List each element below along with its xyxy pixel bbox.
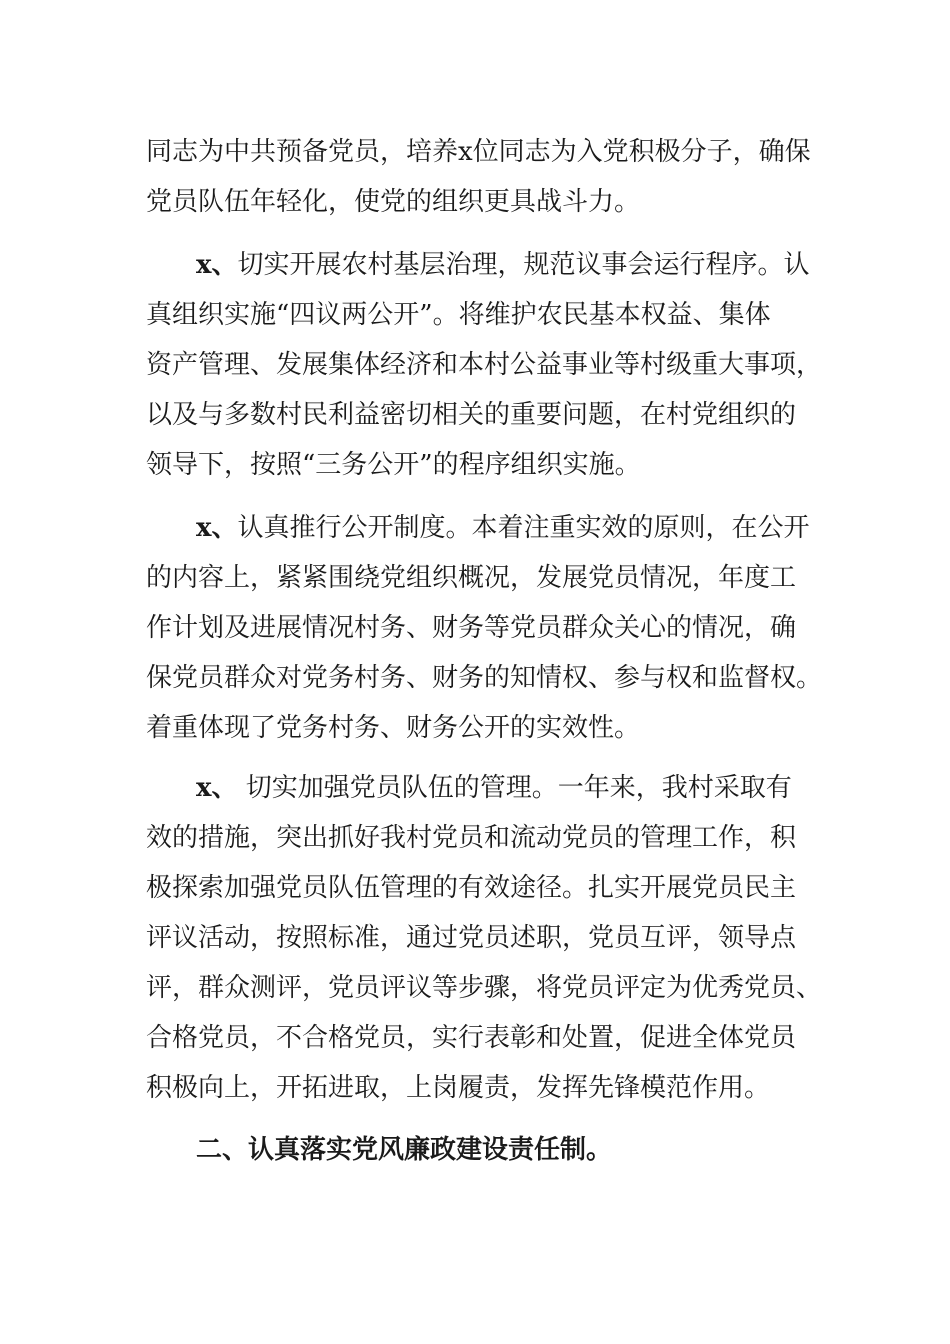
paragraph-4-line-2: 效的措施，突出抓好我村党员和流动党员的管理工作，积 [146,823,797,853]
paragraph-4-line-7: 积极向上，开拓进取，上岗履责，发挥先锋模范作用。 [146,1073,771,1103]
paragraph-1-line-1: 同志为中共预备党员，培养x位同志为入党积极分子，确保 [146,137,811,167]
section-heading: 二、认真落实党风廉政建设责任制。 [196,1135,613,1165]
paragraph-2-line-2: 真组织实施“四议两公开”。将维护农民基本权益、集体 [146,300,771,330]
paragraph-2-label: x、 [196,250,238,280]
paragraph-2-line-4: 以及与多数村民利益密切相关的重要问题，在村党组织的 [146,400,797,430]
paragraph-3-line-3: 作计划及进展情况村务、财务等党员群众关心的情况，确 [146,613,797,643]
paragraph-2-line-5: 领导下，按照“三务公开”的程序组织实施。 [146,450,641,480]
paragraph-4-line-1 [196,771,792,805]
paragraph-1-line-2: 党员队伍年轻化，使党的组织更具战斗力。 [146,187,641,217]
paragraph-3-line-1-text: 认真推行公开制度。本着注重实效的原则，在公开 [237,513,810,543]
paragraph-3-line-4: 保党员群众对党务村务、财务的知情权、参与权和监督权。 [146,663,823,693]
paragraph-2-line-1-text: 切实开展农村基层治理，规范议事会运行程序。认 [237,250,810,280]
paragraph-4-line-6: 合格党员，不合格党员，实行表彰和处置，促进全体党员 [146,1023,797,1053]
paragraph-2-line-3: 资产管理、发展集体经济和本村公益事业等村级重大事项， [146,350,823,380]
paragraph-3-line-5: 着重体现了党务村务、财务公开的实效性。 [146,713,641,743]
paragraph-4-line-1-text: 切实加强党员队伍的管理。一年来，我村采取有 [237,773,792,803]
paragraph-4-line-4: 评议活动，按照标准，通过党员述职，党员互评，领导点 [146,923,797,953]
paragraph-2-line-1 [196,248,810,282]
paragraph-4-label: x、 [196,773,238,803]
paragraph-3-label: x、 [196,513,238,543]
paragraph-3-line-2: 的内容上，紧紧围绕党组织概况，发展党员情况，年度工 [146,563,797,593]
paragraph-4-line-3: 极探索加强党员队伍管理的有效途径。扎实开展党员民主 [146,873,797,903]
paragraph-3-line-1 [196,511,810,545]
paragraph-4-line-5: 评，群众测评，党员评议等步骤，将党员评定为优秀党员、 [146,973,823,1003]
